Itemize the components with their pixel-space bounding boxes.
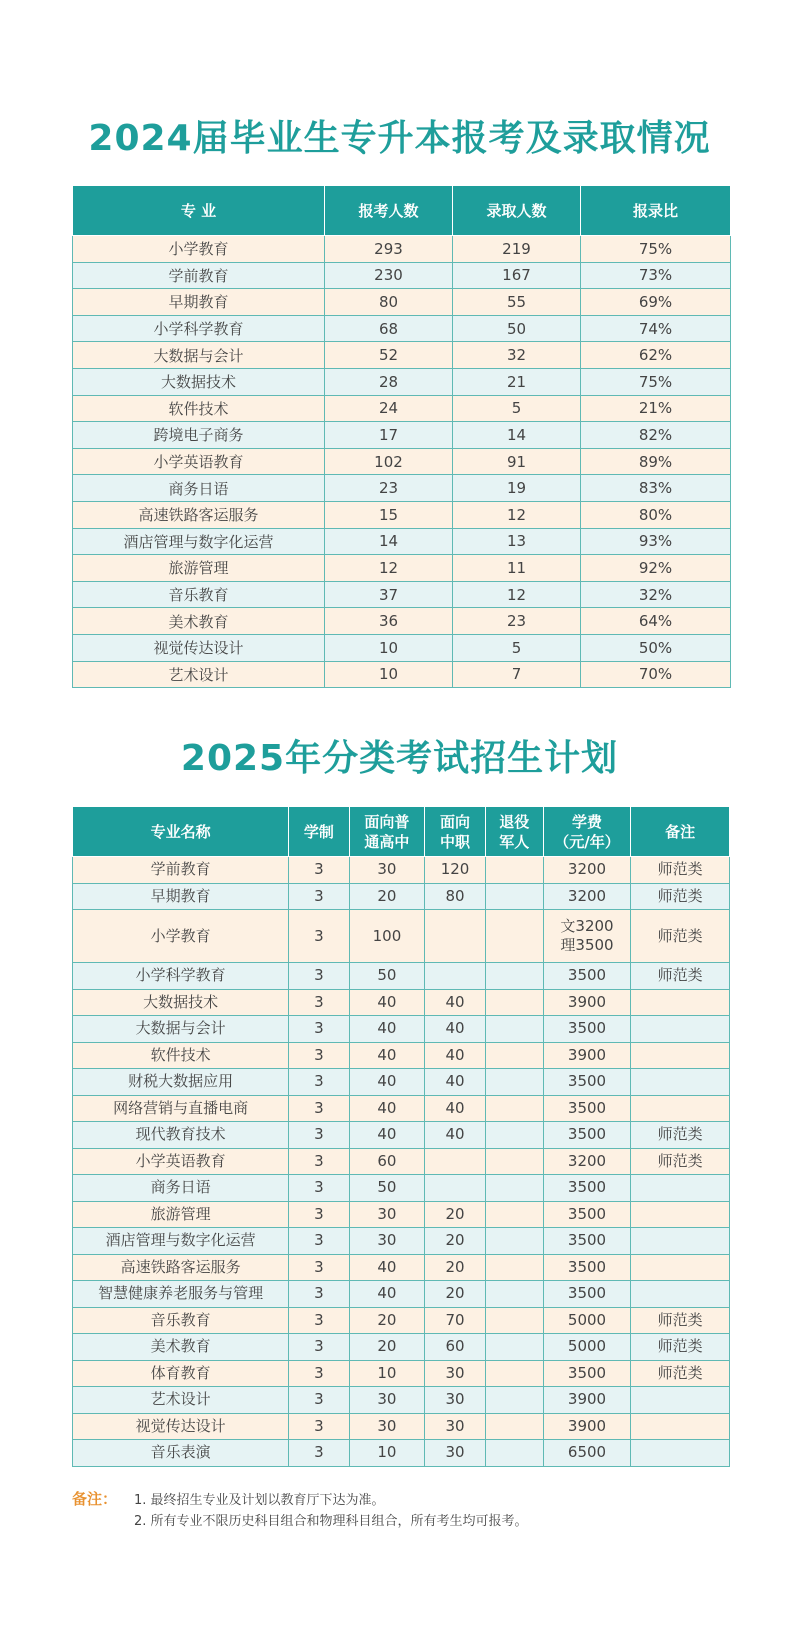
- table-cell: 师范类: [631, 1122, 730, 1149]
- table1-header-admitted: 录取人数: [453, 186, 581, 236]
- table-row: [73, 1175, 730, 1202]
- table-cell: 64%: [581, 608, 731, 635]
- table1-header-row: [73, 186, 731, 236]
- table-cell: 93%: [581, 528, 731, 555]
- table-cell: 早期教育: [73, 289, 325, 316]
- table-cell: 网络营销与直播电商: [73, 1095, 289, 1122]
- table2-header-cell: 退役 军人: [485, 807, 543, 857]
- table-cell: 3500: [543, 1069, 630, 1096]
- title-2025-plan: 2025年分类考试招生计划: [180, 738, 619, 779]
- table-cell: 89%: [581, 448, 731, 475]
- table-cell: 视觉传达设计: [73, 1413, 289, 1440]
- table-cell: 50%: [581, 634, 731, 661]
- table2-header-row: [73, 807, 730, 857]
- table-cell: 40: [425, 989, 485, 1016]
- table-cell: 大数据与会计: [73, 342, 325, 369]
- table-cell: 5000: [543, 1307, 630, 1334]
- table-cell: 40: [425, 1016, 485, 1043]
- table-cell: 旅游管理: [73, 1201, 289, 1228]
- table-cell: [631, 1016, 730, 1043]
- table-cell: [485, 910, 543, 963]
- table-cell: 3900: [543, 1387, 630, 1414]
- table-cell: 美术教育: [73, 1334, 289, 1361]
- table-cell: [485, 1360, 543, 1387]
- table-cell: [485, 1095, 543, 1122]
- table-cell: 30: [425, 1413, 485, 1440]
- table-cell: 商务日语: [73, 475, 325, 502]
- table-cell: 10: [325, 634, 453, 661]
- table-cell: 3200: [543, 883, 630, 910]
- table-row: [73, 634, 731, 661]
- table-cell: 学前教育: [73, 857, 289, 884]
- table-cell: [485, 1413, 543, 1440]
- table-cell: 13: [453, 528, 581, 555]
- table-cell: 3500: [543, 1095, 630, 1122]
- table-cell: 37: [325, 581, 453, 608]
- table-cell: 74%: [581, 315, 731, 342]
- table-row: [73, 883, 730, 910]
- table2-header-cell: 备注: [631, 807, 730, 857]
- table-cell: 3: [289, 1016, 349, 1043]
- table-cell: 3: [289, 1042, 349, 1069]
- table-cell: 商务日语: [73, 1175, 289, 1202]
- table-cell: 5000: [543, 1334, 630, 1361]
- table1-header-major: 专 业: [73, 186, 325, 236]
- table-cell: 40: [425, 1122, 485, 1149]
- table-cell: 30: [425, 1387, 485, 1414]
- table-cell: 219: [453, 236, 581, 263]
- table-cell: 30: [349, 1228, 425, 1255]
- table-cell: 40: [425, 1095, 485, 1122]
- table-cell: 11: [453, 555, 581, 582]
- table-cell: 20: [349, 1307, 425, 1334]
- table-cell: 23: [325, 475, 453, 502]
- table-cell: [631, 1069, 730, 1096]
- table-cell: 3: [289, 989, 349, 1016]
- table-cell: 3: [289, 883, 349, 910]
- table-cell: 12: [453, 581, 581, 608]
- table-cell: [631, 1281, 730, 1308]
- table-cell: [425, 910, 485, 963]
- table-cell: [485, 1201, 543, 1228]
- table-cell: 3900: [543, 1413, 630, 1440]
- table-cell: [631, 1175, 730, 1202]
- table-cell: 音乐教育: [73, 581, 325, 608]
- table-cell: [631, 1440, 730, 1467]
- table-row: [73, 661, 731, 688]
- table-cell: 12: [453, 501, 581, 528]
- table-cell: 3: [289, 1069, 349, 1096]
- table-cell: 3500: [543, 1228, 630, 1255]
- table-cell: 3: [289, 1254, 349, 1281]
- table-cell: 小学英语教育: [73, 448, 325, 475]
- table-cell: 智慧健康养老服务与管理: [73, 1281, 289, 1308]
- table-row: [73, 262, 731, 289]
- table-cell: 120: [425, 857, 485, 884]
- table-cell: 3: [289, 857, 349, 884]
- table-cell: 大数据技术: [73, 989, 289, 1016]
- table-cell: [485, 1228, 543, 1255]
- table-cell: 3: [289, 1281, 349, 1308]
- table-cell: 3: [289, 1440, 349, 1467]
- table-row: [73, 963, 730, 990]
- table1-header-applicants: 报考人数: [325, 186, 453, 236]
- table-cell: 3: [289, 963, 349, 990]
- table-cell: 3500: [543, 1016, 630, 1043]
- table-cell: 3: [289, 1201, 349, 1228]
- table-row: [73, 236, 731, 263]
- table-cell: 体育教育: [73, 1360, 289, 1387]
- table-row: [73, 1228, 730, 1255]
- table-cell: [425, 963, 485, 990]
- table-cell: 40: [349, 1016, 425, 1043]
- table-cell: 24: [325, 395, 453, 422]
- table-cell: 5: [453, 634, 581, 661]
- table-cell: [425, 1175, 485, 1202]
- table-row: [73, 910, 730, 963]
- table-cell: [485, 1148, 543, 1175]
- table-cell: 3: [289, 1360, 349, 1387]
- table-cell: 60: [349, 1148, 425, 1175]
- table-2024-admission: [72, 185, 731, 688]
- title-2024-admission: 2024届毕业生专升本报考及录取情况: [88, 118, 711, 159]
- table-cell: 23: [453, 608, 581, 635]
- table-cell: 17: [325, 422, 453, 449]
- table-cell: 20: [425, 1254, 485, 1281]
- table-cell: 酒店管理与数字化运营: [73, 1228, 289, 1255]
- table-cell: 大数据技术: [73, 368, 325, 395]
- table-cell: 高速铁路客运服务: [73, 1254, 289, 1281]
- table-cell: 14: [453, 422, 581, 449]
- table-cell: 21%: [581, 395, 731, 422]
- table-row: [73, 1387, 730, 1414]
- table-cell: [485, 1122, 543, 1149]
- table-cell: 美术教育: [73, 608, 325, 635]
- table-cell: 小学教育: [73, 910, 289, 963]
- table-row: [73, 1440, 730, 1467]
- table-row: [73, 555, 731, 582]
- table-cell: 3500: [543, 1175, 630, 1202]
- table-cell: 40: [349, 1281, 425, 1308]
- table-cell: 现代教育技术: [73, 1122, 289, 1149]
- table-cell: 55: [453, 289, 581, 316]
- table-cell: 82%: [581, 422, 731, 449]
- table-cell: [485, 1307, 543, 1334]
- table-cell: 3500: [543, 1254, 630, 1281]
- table-cell: [631, 1228, 730, 1255]
- table-cell: 10: [349, 1360, 425, 1387]
- table-cell: 40: [349, 1042, 425, 1069]
- table-cell: 3500: [543, 1360, 630, 1387]
- table-row: [73, 581, 731, 608]
- table-cell: 10: [349, 1440, 425, 1467]
- table-cell: 20: [349, 1334, 425, 1361]
- table-cell: [485, 1254, 543, 1281]
- table-cell: 师范类: [631, 910, 730, 963]
- table-row: [73, 422, 731, 449]
- table-row: [73, 1095, 730, 1122]
- table1-header-ratio: 报录比: [581, 186, 731, 236]
- table-cell: [485, 1175, 543, 1202]
- table-row: [73, 608, 731, 635]
- table-cell: 10: [325, 661, 453, 688]
- table-cell: 3500: [543, 1281, 630, 1308]
- table-cell: 师范类: [631, 1307, 730, 1334]
- table-row: [73, 342, 731, 369]
- table-cell: 91: [453, 448, 581, 475]
- table-cell: 3900: [543, 1042, 630, 1069]
- table-cell: [631, 1201, 730, 1228]
- table2-header-cell: 学费 （元/年）: [543, 807, 630, 857]
- table-cell: [631, 1095, 730, 1122]
- table-cell: 15: [325, 501, 453, 528]
- table2-header-cell: 面向 中职: [425, 807, 485, 857]
- table-cell: 师范类: [631, 1360, 730, 1387]
- table-cell: [485, 963, 543, 990]
- table-row: [73, 1307, 730, 1334]
- table-cell: 40: [349, 989, 425, 1016]
- table-row: [73, 1413, 730, 1440]
- table-cell: 3500: [543, 1122, 630, 1149]
- table-cell: 50: [349, 963, 425, 990]
- table-cell: 3: [289, 1095, 349, 1122]
- table-cell: 40: [349, 1254, 425, 1281]
- table-cell: 师范类: [631, 963, 730, 990]
- notes-line-1: 1. 最终招生专业及计划以教育厅下达为准。: [134, 1493, 385, 1508]
- table-cell: [485, 1042, 543, 1069]
- table-cell: 财税大数据应用: [73, 1069, 289, 1096]
- notes-line-2: 2. 所有专业不限历史科目组合和物理科目组合，所有考生均可报考。: [134, 1514, 528, 1529]
- table-cell: 102: [325, 448, 453, 475]
- table-cell: 学前教育: [73, 262, 325, 289]
- table-cell: 师范类: [631, 1148, 730, 1175]
- table-row: [73, 368, 731, 395]
- table-cell: 跨境电子商务: [73, 422, 325, 449]
- table-cell: [485, 1069, 543, 1096]
- table-cell: 5: [453, 395, 581, 422]
- table-cell: 高速铁路客运服务: [73, 501, 325, 528]
- table-cell: 20: [349, 883, 425, 910]
- table-cell: 3: [289, 1334, 349, 1361]
- table-cell: 69%: [581, 289, 731, 316]
- table-cell: [485, 1281, 543, 1308]
- table-row: [73, 1281, 730, 1308]
- table-cell: 3500: [543, 963, 630, 990]
- table-cell: 3200: [543, 857, 630, 884]
- table-cell: [485, 989, 543, 1016]
- table-cell: 7: [453, 661, 581, 688]
- table-cell: 师范类: [631, 1334, 730, 1361]
- table-cell: 80%: [581, 501, 731, 528]
- table-cell: 40: [425, 1042, 485, 1069]
- table-cell: 100: [349, 910, 425, 963]
- table-cell: 62%: [581, 342, 731, 369]
- table-cell: [631, 989, 730, 1016]
- table-cell: 52: [325, 342, 453, 369]
- table-cell: 83%: [581, 475, 731, 502]
- table-row: [73, 1334, 730, 1361]
- table-cell: [631, 1254, 730, 1281]
- table-cell: 80: [325, 289, 453, 316]
- notes-label: 备注：: [72, 1490, 118, 1508]
- table-cell: 75%: [581, 368, 731, 395]
- table-row: [73, 1122, 730, 1149]
- table-cell: 20: [425, 1201, 485, 1228]
- table-cell: 50: [349, 1175, 425, 1202]
- table-row: [73, 1254, 730, 1281]
- table-cell: 旅游管理: [73, 555, 325, 582]
- table-row: [73, 395, 731, 422]
- table-cell: 3200: [543, 1148, 630, 1175]
- table-cell: 酒店管理与数字化运营: [73, 528, 325, 555]
- table-row: [73, 1016, 730, 1043]
- table-cell: 软件技术: [73, 395, 325, 422]
- table-row: [73, 1148, 730, 1175]
- table-cell: 80: [425, 883, 485, 910]
- table2-header-cell: 专业名称: [73, 807, 289, 857]
- table-cell: 3: [289, 1122, 349, 1149]
- table-cell: [631, 1387, 730, 1414]
- table-cell: [425, 1148, 485, 1175]
- table-cell: 167: [453, 262, 581, 289]
- table-cell: 32: [453, 342, 581, 369]
- table-cell: 28: [325, 368, 453, 395]
- table-cell: 40: [425, 1069, 485, 1096]
- table-cell: 293: [325, 236, 453, 263]
- table-cell: 视觉传达设计: [73, 634, 325, 661]
- table-cell: 艺术设计: [73, 1387, 289, 1414]
- table-row: [73, 289, 731, 316]
- table-cell: 230: [325, 262, 453, 289]
- table-cell: 20: [425, 1281, 485, 1308]
- table-cell: 60: [425, 1334, 485, 1361]
- table-cell: 30: [349, 1413, 425, 1440]
- table-cell: 3: [289, 910, 349, 963]
- table-row: [73, 528, 731, 555]
- table-cell: 3500: [543, 1201, 630, 1228]
- table-cell: 30: [349, 857, 425, 884]
- table-cell: [485, 883, 543, 910]
- table-cell: 14: [325, 528, 453, 555]
- table-cell: 音乐表演: [73, 1440, 289, 1467]
- table-cell: 师范类: [631, 883, 730, 910]
- table-cell: 3900: [543, 989, 630, 1016]
- table-row: [73, 857, 730, 884]
- table-2025-plan: [72, 806, 730, 1467]
- table-cell: 40: [349, 1069, 425, 1096]
- table-cell: 3: [289, 1148, 349, 1175]
- table-cell: 70: [425, 1307, 485, 1334]
- table-cell: [485, 1016, 543, 1043]
- table-cell: 小学科学教育: [73, 315, 325, 342]
- table-row: [73, 989, 730, 1016]
- table-cell: 40: [349, 1122, 425, 1149]
- table-cell: 50: [453, 315, 581, 342]
- table-cell: 文3200 理3500: [543, 910, 630, 963]
- table-cell: 20: [425, 1228, 485, 1255]
- table-cell: [485, 1440, 543, 1467]
- table-cell: 小学教育: [73, 236, 325, 263]
- table-cell: [485, 857, 543, 884]
- table-cell: 3: [289, 1228, 349, 1255]
- table-cell: 30: [349, 1201, 425, 1228]
- table-cell: 3: [289, 1307, 349, 1334]
- table-cell: 3: [289, 1413, 349, 1440]
- table-cell: 师范类: [631, 857, 730, 884]
- table-cell: 音乐教育: [73, 1307, 289, 1334]
- table-cell: 19: [453, 475, 581, 502]
- table-cell: 73%: [581, 262, 731, 289]
- table-cell: 小学科学教育: [73, 963, 289, 990]
- table-cell: 32%: [581, 581, 731, 608]
- table-cell: 30: [425, 1440, 485, 1467]
- table-cell: 小学英语教育: [73, 1148, 289, 1175]
- table-cell: 艺术设计: [73, 661, 325, 688]
- table-cell: 30: [425, 1360, 485, 1387]
- table-cell: 早期教育: [73, 883, 289, 910]
- table-row: [73, 1042, 730, 1069]
- table-cell: [631, 1042, 730, 1069]
- table-cell: [485, 1387, 543, 1414]
- table2-header-cell: 学制: [289, 807, 349, 857]
- table-row: [73, 501, 731, 528]
- table-cell: [485, 1334, 543, 1361]
- table-row: [73, 475, 731, 502]
- table-row: [73, 1360, 730, 1387]
- table2-header-cell: 面向普 通高中: [349, 807, 425, 857]
- table-cell: [631, 1413, 730, 1440]
- table-cell: 68: [325, 315, 453, 342]
- table-row: [73, 1069, 730, 1096]
- table-cell: 3: [289, 1175, 349, 1202]
- table-cell: 92%: [581, 555, 731, 582]
- table-cell: 软件技术: [73, 1042, 289, 1069]
- table-row: [73, 448, 731, 475]
- table-row: [73, 1201, 730, 1228]
- table-cell: 30: [349, 1387, 425, 1414]
- table-cell: 21: [453, 368, 581, 395]
- table-row: [73, 315, 731, 342]
- table-cell: 12: [325, 555, 453, 582]
- table-cell: 6500: [543, 1440, 630, 1467]
- table-cell: 大数据与会计: [73, 1016, 289, 1043]
- table-cell: 36: [325, 608, 453, 635]
- table-cell: 3: [289, 1387, 349, 1414]
- table-cell: 75%: [581, 236, 731, 263]
- table-cell: 40: [349, 1095, 425, 1122]
- table-cell: 70%: [581, 661, 731, 688]
